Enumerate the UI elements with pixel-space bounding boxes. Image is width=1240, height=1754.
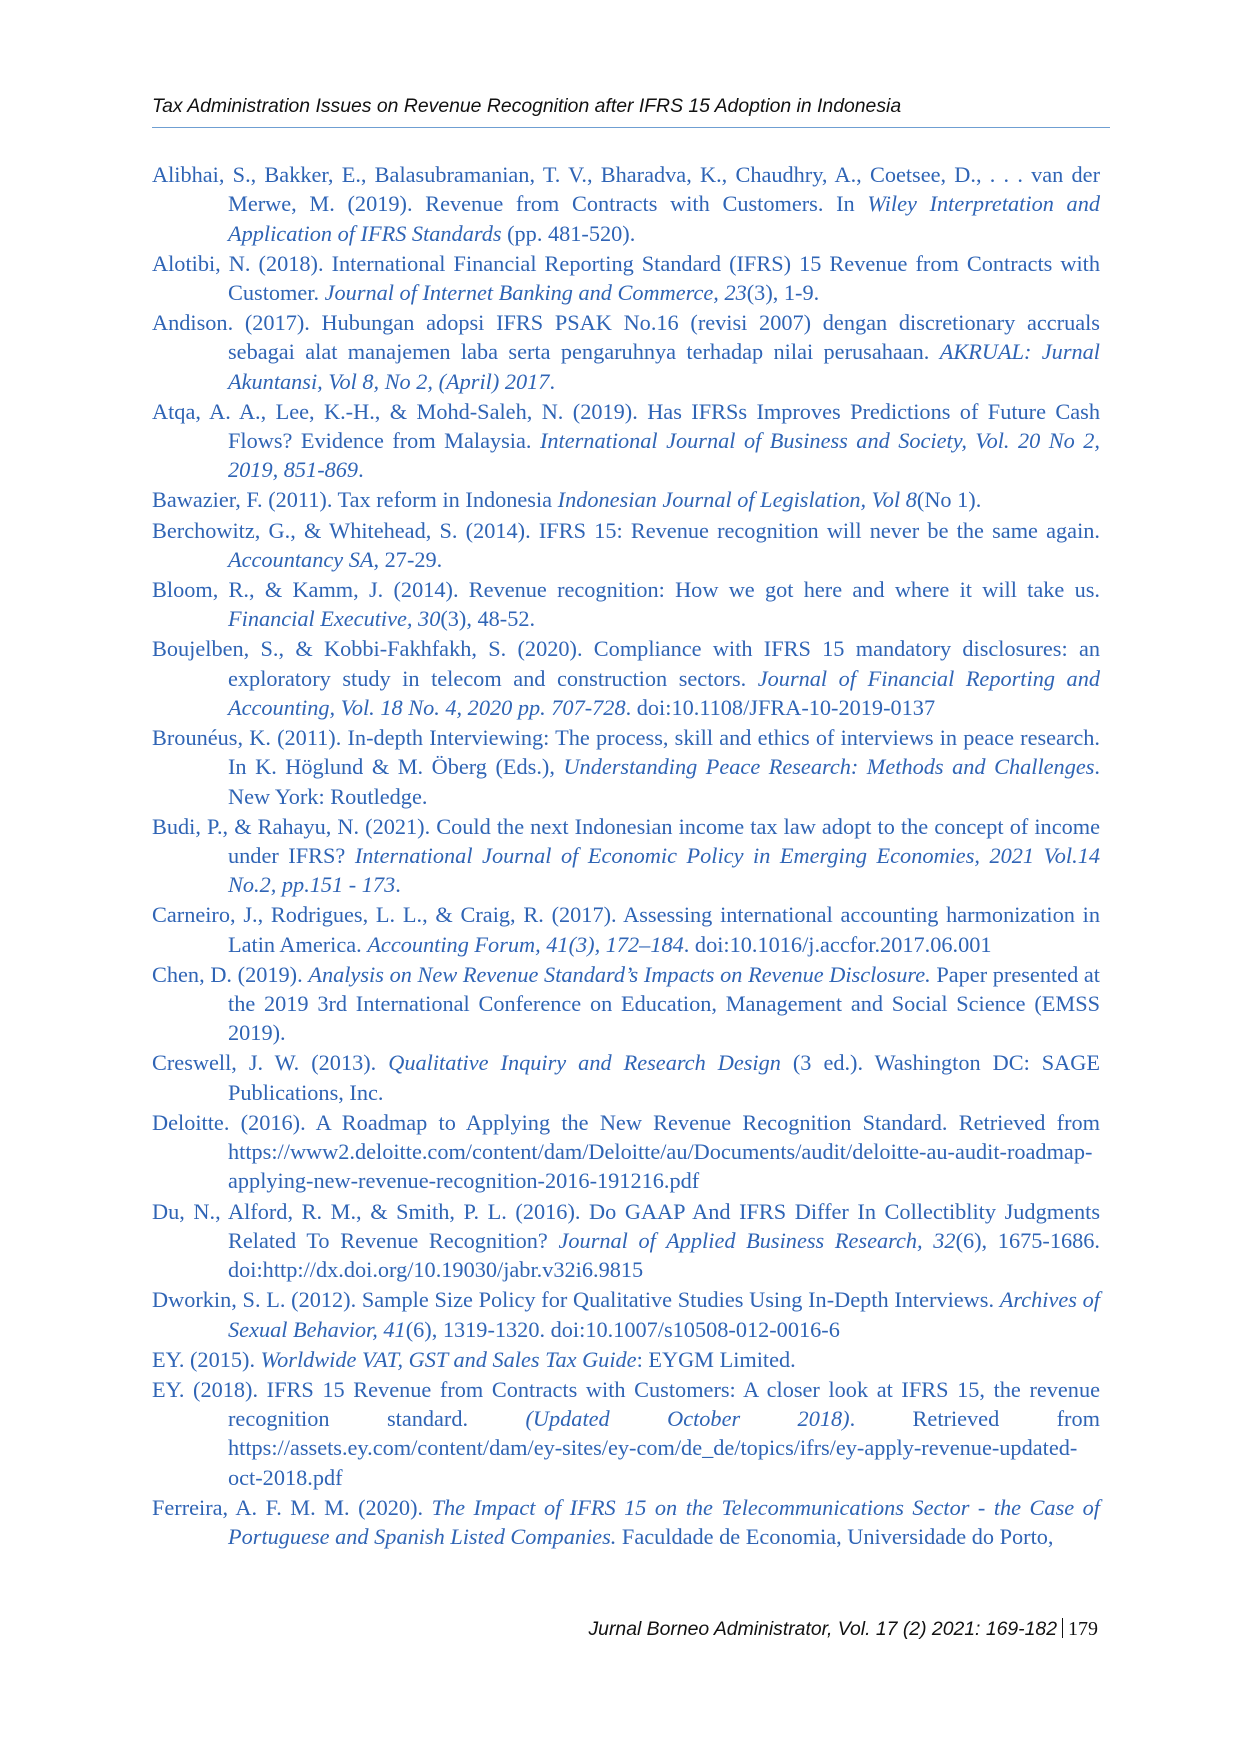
reference-source-title: Accountancy SA [228, 546, 374, 572]
reference-source-title: Journal of Internet Banking and Commerce, 23 [324, 279, 747, 305]
reference-source-title: Analysis on New Revenue Standard’s Impacts on Revenue Disclosure. [308, 961, 931, 987]
reference-source-title: (Updated October 2018) [525, 1406, 850, 1432]
reference-entry [152, 575, 1100, 634]
reference-text: Alibhai, S., Bakker, E., Balasubramanian, T. V., Bharadva, K., Chaudhry, A., Coetsee, D., . . . van der Merwe, M. (2019). Revenue from Contracts with Customers. In [152, 162, 1100, 217]
reference-entry [152, 160, 1100, 248]
reference-details: . [549, 368, 556, 394]
reference-source-title: AKRUAL: Jurnal Akuntansi, Vol 8, No 2, (April) 2017 [228, 339, 1100, 394]
reference-entry [152, 308, 1100, 396]
reference-text: Deloitte. (2016). A Roadmap to Applying the New Revenue Recognition Standard. Retrieved from https://www2.deloitte.com/content/dam/Deloitte/au/Documents/audit/deloitte-au-audit-roadmap-applying-new-revenue-recognition-2016-191216.pdf [152, 1109, 1100, 1194]
reference-source-title: The Impact of IFRS 15 on the Telecommunications Sector - the Case of Portuguese and Spanish Listed Companies. [228, 1494, 1100, 1549]
reference-details: Paper presented at the 2019 3rd International Conference on Education, Management and Social Science (EMSS 2019). [228, 961, 1100, 1046]
reference-text: Bawazier, F. (2011). Tax reform in Indonesia [152, 487, 558, 513]
reference-details: (3), 48-52. [440, 606, 536, 632]
reference-details: . [358, 457, 364, 483]
reference-text: Brounéus, K. (2011). In-depth Interviewing: The process, skill and ethics of interviews in peace research. In K. Höglund & M. Öberg (Eds.), [152, 725, 1100, 780]
reference-entry [152, 397, 1100, 485]
reference-details: : EYGM Limited. [636, 1346, 796, 1372]
reference-text: Bloom, R., & Kamm, J. (2014). Revenue recognition: How we got here and where it will take us. [152, 576, 1100, 602]
reference-source-title: Indonesian Journal of Legislation, Vol 8 [557, 487, 917, 513]
page-number: 179 [1068, 1618, 1098, 1640]
reference-text: Atqa, A. A., Lee, K.-H., & Mohd-Saleh, N. (2019). Has IFRSs Improves Predictions of Future Cash Flows? Evidence from Malaysia. [152, 398, 1100, 454]
reference-text: Berchowitz, G., & Whitehead, S. (2014). IFRS 15: Revenue recognition will never be the same again. [152, 517, 1100, 543]
reference-entry [152, 960, 1100, 1048]
reference-details: (6), 1319-1320. doi:10.1007/s10508-012-0016-6 [405, 1316, 840, 1342]
footer-separator [1062, 1618, 1063, 1638]
reference-details: . doi:10.1016/j.accfor.2017.06.001 [683, 931, 992, 957]
reference-entry [152, 516, 1100, 575]
reference-entry [152, 1197, 1100, 1285]
reference-entry [152, 1108, 1100, 1196]
reference-details: (3 ed.). Washington DC: SAGE Publications, Inc. [228, 1050, 1100, 1105]
running-header-title: Tax Administration Issues on Revenue Recognition after IFRS 15 Adoption in Indonesia [152, 95, 902, 117]
reference-details: . doi:10.1108/JFRA-10-2019-0137 [625, 694, 936, 720]
reference-text: EY. (2015). [152, 1346, 261, 1372]
reference-source-title: Archives of Sexual Behavior, 41 [228, 1287, 1100, 1342]
reference-text: Dworkin, S. L. (2012). Sample Size Policy for Qualitative Studies Using In-Depth Interviews. [152, 1287, 1000, 1313]
reference-source-title: Qualitative Inquiry and Research Design [388, 1050, 781, 1076]
reference-source-title: Worldwide VAT, GST and Sales Tax Guide [260, 1346, 637, 1372]
reference-entry [152, 723, 1100, 811]
reference-details: (No 1). [916, 487, 982, 513]
reference-source-title: Accounting Forum, 41(3), 172–184 [367, 931, 684, 957]
reference-details: . [395, 872, 401, 898]
reference-text: Budi, P., & Rahayu, N. (2021). Could the next Indonesian income tax law adopt to the concept of income under IFRS? [152, 813, 1100, 868]
reference-text: EY. (2018). IFRS 15 Revenue from Contracts with Customers: A closer look at IFRS 15, the revenue recognition standard. [152, 1376, 1100, 1432]
page-footer [588, 1618, 1098, 1641]
footer-journal-citation: Jurnal Borneo Administrator, Vol. 17 (2) 2021: 169-182 [588, 1618, 1057, 1640]
reference-source-title: Journal of Applied Business Research, 32 [558, 1227, 956, 1253]
reference-details: . Retrieved from https://assets.ey.com/content/dam/ey-sites/ey-com/de_de/topics/ifrs/ey-apply-revenue-updated-oct-2018.pdf [228, 1406, 1100, 1490]
reference-details: (6), 1675-1686. doi:http://dx.doi.org/10.19030/jabr.v32i6.9815 [228, 1227, 1100, 1283]
reference-source-title: Understanding Peace Research: Methods and Challenges [563, 754, 1095, 780]
reference-text: Alotibi, N. (2018). International Financial Reporting Standard (IFRS) 15 Revenue from Contracts with Customer. [152, 250, 1100, 305]
reference-details: (pp. 481-520). [501, 220, 636, 246]
reference-details: , 27-29. [373, 546, 443, 572]
reference-entry [152, 812, 1100, 900]
reference-text: Chen, D. (2019). [152, 961, 309, 987]
reference-source-title: Financial Executive, 30 [228, 606, 441, 632]
reference-text: Andison. (2017). Hubungan adopsi IFRS PSAK No.16 (revisi 2007) dengan discretionary accruals sebagai alat manajemen laba serta pengaruhnya terhadap nilai perusahaan. [152, 310, 1100, 365]
reference-source-title: Wiley Interpretation and Application of IFRS Standards [228, 191, 1101, 246]
reference-entry [152, 1048, 1100, 1107]
reference-entry [152, 485, 1100, 514]
reference-source-title: International Journal of Business and Society, Vol. 20 No 2, 2019, 851-869 [228, 428, 1100, 483]
reference-details: . New York: Routledge. [228, 754, 1100, 809]
reference-entry [152, 1345, 1100, 1374]
reference-entry [152, 1285, 1100, 1344]
reference-text: Carneiro, J., Rodrigues, L. L., & Craig, R. (2017). Assessing international accounting harmonization in Latin America. [152, 902, 1100, 957]
reference-text: Ferreira, A. F. M. M. (2020). [152, 1494, 432, 1520]
reference-entry [152, 900, 1100, 959]
reference-text: Creswell, J. W. (2013). [152, 1050, 389, 1076]
reference-entry [152, 1375, 1100, 1492]
reference-source-title: International Journal of Economic Policy in Emerging Economies, 2021 Vol.14 No.2, pp.151 - 173 [228, 843, 1100, 898]
reference-source-title: Journal of Financial Reporting and Accounting, Vol. 18 No. 4, 2020 pp. 707-728 [228, 665, 1100, 720]
reference-list [152, 160, 1100, 1552]
reference-details: Faculdade de Economia, Universidade do Porto, [616, 1524, 1054, 1549]
reference-entry [152, 1493, 1100, 1552]
header-divider [152, 127, 1110, 128]
reference-text: Du, N., Alford, R. M., & Smith, P. L. (2016). Do GAAP And IFRS Differ In Collectiblity Judgments Related To Revenue Recognition? [152, 1198, 1100, 1253]
reference-entry [152, 249, 1100, 308]
reference-entry [152, 634, 1100, 722]
reference-text: Boujelben, S., & Kobbi-Fakhfakh, S. (2020). Compliance with IFRS 15 mandatory disclosures: an exploratory study in telecom and construction sectors. [152, 636, 1100, 691]
reference-details: (3), 1-9. [746, 279, 820, 305]
